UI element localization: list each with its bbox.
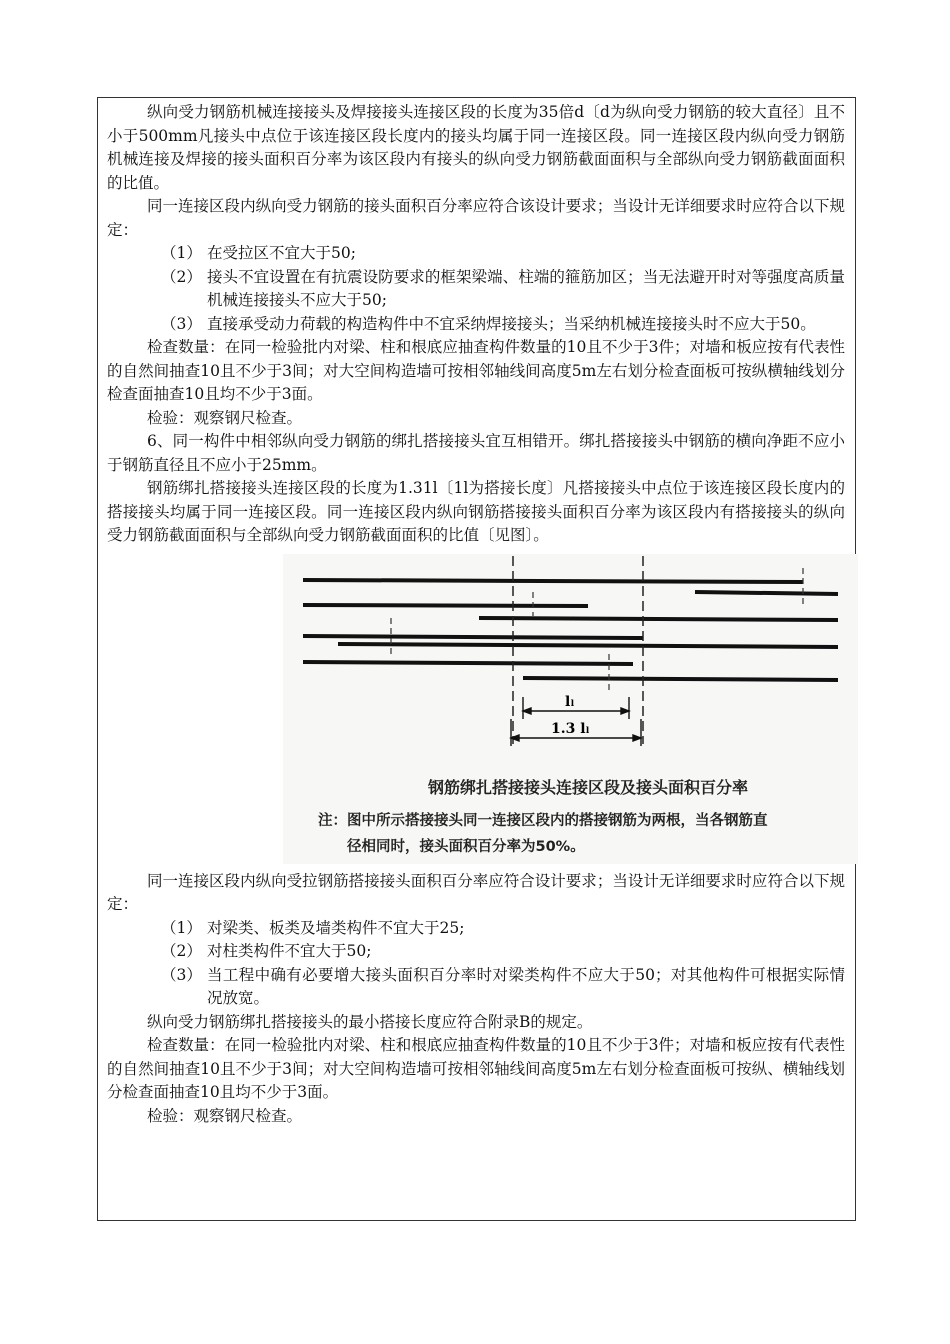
list-item bbox=[107, 940, 845, 964]
rebar-line bbox=[338, 644, 838, 647]
list-item-number: （3） bbox=[161, 314, 202, 333]
document-body bbox=[107, 101, 845, 1128]
list-item-text: 直接承受动力荷载的构造构件中不宜采纳焊接接头；当采纳机械连接接头时不应大于50。 bbox=[207, 314, 816, 333]
dim-label-1-3ll: 1.3 lₗ bbox=[551, 720, 590, 737]
rebar-line bbox=[303, 605, 588, 606]
joint-ratio-paragraph: 同一连接区段内纵向受力钢筋的接头面积百分率应符合该设计要求；当设计无详细要求时应符合以下规定： bbox=[107, 197, 845, 239]
lap-joint-paragraph: 6、同一构件中相邻纵向受力钢筋的绑扎搭接接头宜互相错开。绑扎搭接接头中钢筋的横向净距不应小于钢筋直径且不应小于25mm。 bbox=[107, 432, 845, 474]
dim-label-ll: lₗ bbox=[565, 693, 575, 710]
list-item-text: 当工程中确有必要增大接头面积百分率时对梁类构件不应大于50；对其他构件可根据实际情况放宽。 bbox=[207, 965, 845, 1007]
check-quantity-paragraph-2: 检查数量：在同一检验批内对梁、柱和根底应抽查构件数量的10且不少于3件；对墙和板应按有代表性的自然间抽查10且不少于3间；对大空间构造墙可按相邻轴线间高度5m左右划分检查面板可按纵、横轴线划分检查面抽查10且均不少于3面。 bbox=[107, 1036, 845, 1101]
rebar-line bbox=[303, 580, 803, 582]
rebar-line bbox=[479, 618, 838, 620]
check-method-paragraph-2: 检验：观察钢尺检查。 bbox=[147, 1106, 303, 1125]
min-lap-length-paragraph: 纵向受力钢筋绑扎搭接接头的最小搭接长度应符合附录B的规定。 bbox=[147, 1012, 593, 1031]
list-item-text: 接头不宜设置在有抗震设防要求的框架梁端、柱端的箍筋加区；当无法避开时对等强度高质量机械连接接头不应大于50; bbox=[207, 267, 845, 309]
mech-joint-paragraph: 纵向受力钢筋机械连接接头及焊接接头连接区段的长度为35倍d〔d为纵向受力钢筋的较大直径〕且不小于500mm凡接头中点位于该连接区段长度内的接头均属于同一连接区段。同一连接区段内纵向受力钢筋机械连接及焊接的接头面积百分率为该区段内有接头的纵向受力钢筋截面面积与全部纵向受力钢筋截面面积的比值。 bbox=[107, 103, 845, 192]
list-item-number: （1） bbox=[161, 244, 202, 262]
list-item-text: 对梁类、板类及墙类构件不宜大于25; bbox=[207, 918, 465, 937]
figure-note bbox=[318, 808, 838, 860]
rebar-line bbox=[303, 636, 643, 638]
figure-note-line1: 注：图中所示搭接接头同一连接区段内的搭接钢筋为两根，当各钢筋直 bbox=[318, 812, 768, 829]
list-item-text: 对柱类构件不宜大于50; bbox=[207, 942, 372, 960]
list-item-number: （2） bbox=[161, 942, 202, 960]
check-method-paragraph: 检验：观察钢尺检查。 bbox=[147, 408, 303, 427]
list-item-number: （2） bbox=[161, 267, 202, 286]
lap-length-paragraph: 钢筋绑扎搭接接头连接区段的长度为1.31l〔1l为搭接长度〕凡搭接接头中点位于该连接区段长度内的搭接接头均属于同一连接区段。同一连接区段内纵向钢筋搭接接头面积百分率为该区段内有搭接接头的纵向受力钢筋截面面积与全部纵向受力钢筋截面面积的比值〔见图〕。 bbox=[107, 479, 845, 544]
list-item bbox=[107, 313, 845, 337]
list-item bbox=[107, 242, 845, 266]
list-item bbox=[107, 964, 845, 1011]
lap-splice-figure bbox=[283, 554, 858, 864]
list-item bbox=[107, 266, 845, 313]
list-item-text: 在受拉区不宜大于50; bbox=[207, 244, 356, 262]
rebar-line bbox=[303, 662, 633, 664]
figure-title: 钢筋绑扎搭接接头连接区段及接头面积百分率 bbox=[428, 777, 749, 797]
tension-lap-paragraph: 同一连接区段内纵向受拉钢筋搭接接头面积百分率应符合设计要求；当设计无详细要求时应符合以下规定： bbox=[107, 871, 845, 913]
check-quantity-paragraph: 检查数量：在同一检验批内对梁、柱和根底应抽查构件数量的10且不少于3件；对墙和板应按有代表性的自然间抽查10且不少于3间；对大空间构造墙可按相邻轴线间高度5m左右划分检查面板可按纵横轴线划分检查面抽查10且均不少于3面。 bbox=[107, 338, 845, 403]
rebar-line bbox=[523, 678, 838, 680]
figure-note-line2: 径相同时，接头面积百分率为50%。 bbox=[347, 838, 585, 855]
list-item bbox=[107, 917, 845, 941]
list-item-number: （3） bbox=[161, 965, 202, 984]
rebar-line bbox=[695, 592, 838, 594]
list-item-number: （1） bbox=[161, 918, 202, 937]
